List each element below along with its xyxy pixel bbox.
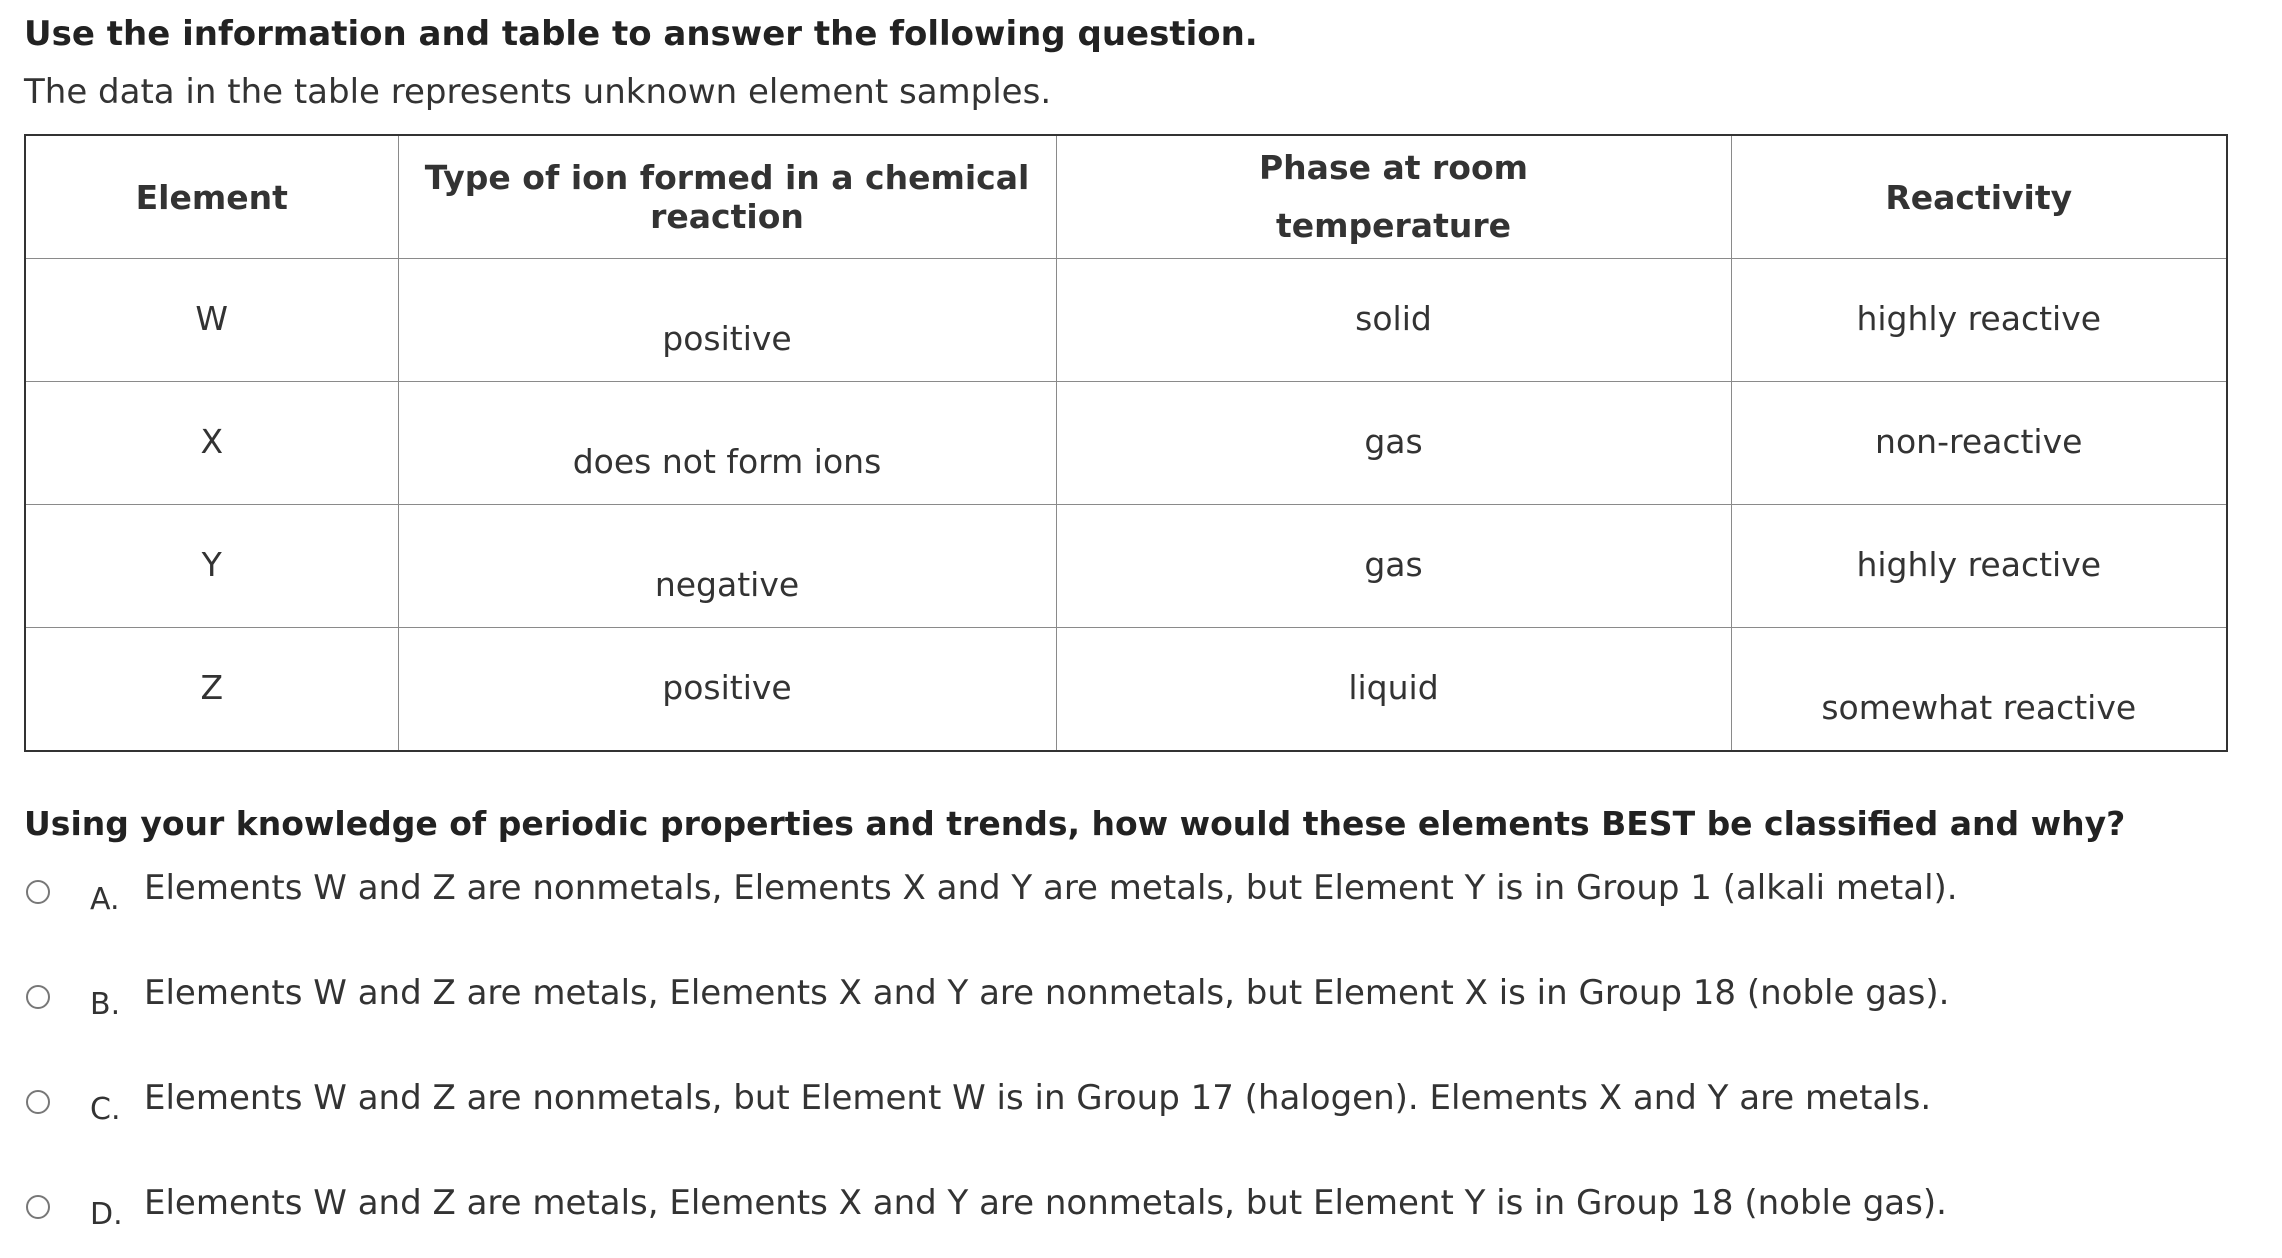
cell-ion-text: positive: [662, 319, 792, 358]
table-row: [25, 628, 2227, 752]
answer-choice-a[interactable]: [24, 868, 2124, 928]
cell-ion-text: negative: [654, 565, 800, 604]
cell-reactivity: [1731, 382, 2227, 505]
choice-text-a: Elements W and Z are nonmetals, Elements X and Y are metals, but Element Y is in Group 1 (alkali metal).: [144, 868, 1958, 908]
element-data-table: [24, 134, 2228, 752]
cell-phase: [1056, 505, 1731, 628]
answer-choice-b[interactable]: [24, 973, 2124, 1033]
radio-button-a[interactable]: [26, 880, 50, 904]
choice-letter-a: A.: [90, 882, 120, 917]
cell-ion: [398, 628, 1056, 752]
cell-reactivity-text: highly reactive: [1856, 545, 2102, 584]
table-row: [25, 505, 2227, 628]
cell-reactivity: [1731, 628, 2227, 752]
cell-reactivity-text: highly reactive: [1856, 299, 2102, 338]
table-row: [25, 382, 2227, 505]
cell-ion-text: does not form ions: [572, 442, 882, 481]
choice-text-d: Elements W and Z are metals, Elements X and Y are nonmetals, but Element Y is in Group 18 (noble gas).: [144, 1183, 1947, 1223]
cell-ion-text: positive: [662, 668, 792, 707]
cell-phase-text: liquid: [1348, 668, 1439, 707]
table-row: [25, 259, 2227, 382]
header-phase: [1056, 135, 1731, 259]
header-phase-line2: temperature: [1275, 206, 1511, 245]
cell-reactivity-text: non-reactive: [1875, 422, 2083, 461]
question-text: Using your knowledge of periodic properties and trends, how would these elements BEST be classified and why?: [24, 804, 2126, 843]
header-element: Element: [25, 135, 398, 259]
cell-element-text: W: [195, 299, 229, 338]
cell-element: [25, 259, 398, 382]
cell-reactivity: [1731, 505, 2227, 628]
table-header-row: [25, 135, 2227, 259]
cell-phase: [1056, 259, 1731, 382]
cell-ion: [398, 505, 1056, 628]
cell-phase-text: solid: [1355, 299, 1432, 338]
radio-button-d[interactable]: [26, 1195, 50, 1219]
instructions-text: Use the information and table to answer the following question.: [24, 14, 1258, 54]
cell-phase: [1056, 628, 1731, 752]
choice-text-c: Elements W and Z are nonmetals, but Element W is in Group 17 (halogen). Elements X and Y are metals.: [144, 1078, 1932, 1118]
table-intro-text: The data in the table represents unknown element samples.: [24, 72, 1052, 112]
header-ion-type: Type of ion formed in a chemical reaction: [398, 135, 1056, 259]
answer-choice-c[interactable]: [24, 1078, 2124, 1138]
cell-element-text: X: [200, 422, 224, 461]
cell-ion: [398, 259, 1056, 382]
cell-phase-text: gas: [1364, 545, 1423, 584]
choice-letter-c: C.: [90, 1092, 121, 1127]
cell-element: [25, 382, 398, 505]
cell-element-text: Y: [201, 545, 222, 584]
choice-letter-b: B.: [90, 987, 121, 1022]
cell-ion: [398, 382, 1056, 505]
cell-phase-text: gas: [1364, 422, 1423, 461]
cell-reactivity-text: somewhat reactive: [1821, 688, 2137, 727]
choice-letter-d: D.: [90, 1197, 123, 1232]
radio-button-c[interactable]: [26, 1090, 50, 1114]
cell-element: [25, 628, 398, 752]
choice-text-b: Elements W and Z are metals, Elements X and Y are nonmetals, but Element X is in Group 18 (noble gas).: [144, 973, 1950, 1013]
header-phase-line1: Phase at room: [1259, 148, 1528, 187]
answer-choice-d[interactable]: [24, 1183, 2124, 1243]
cell-phase: [1056, 382, 1731, 505]
cell-reactivity: [1731, 259, 2227, 382]
cell-element: [25, 505, 398, 628]
header-reactivity: Reactivity: [1731, 135, 2227, 259]
cell-element-text: Z: [200, 668, 224, 707]
radio-button-b[interactable]: [26, 985, 50, 1009]
